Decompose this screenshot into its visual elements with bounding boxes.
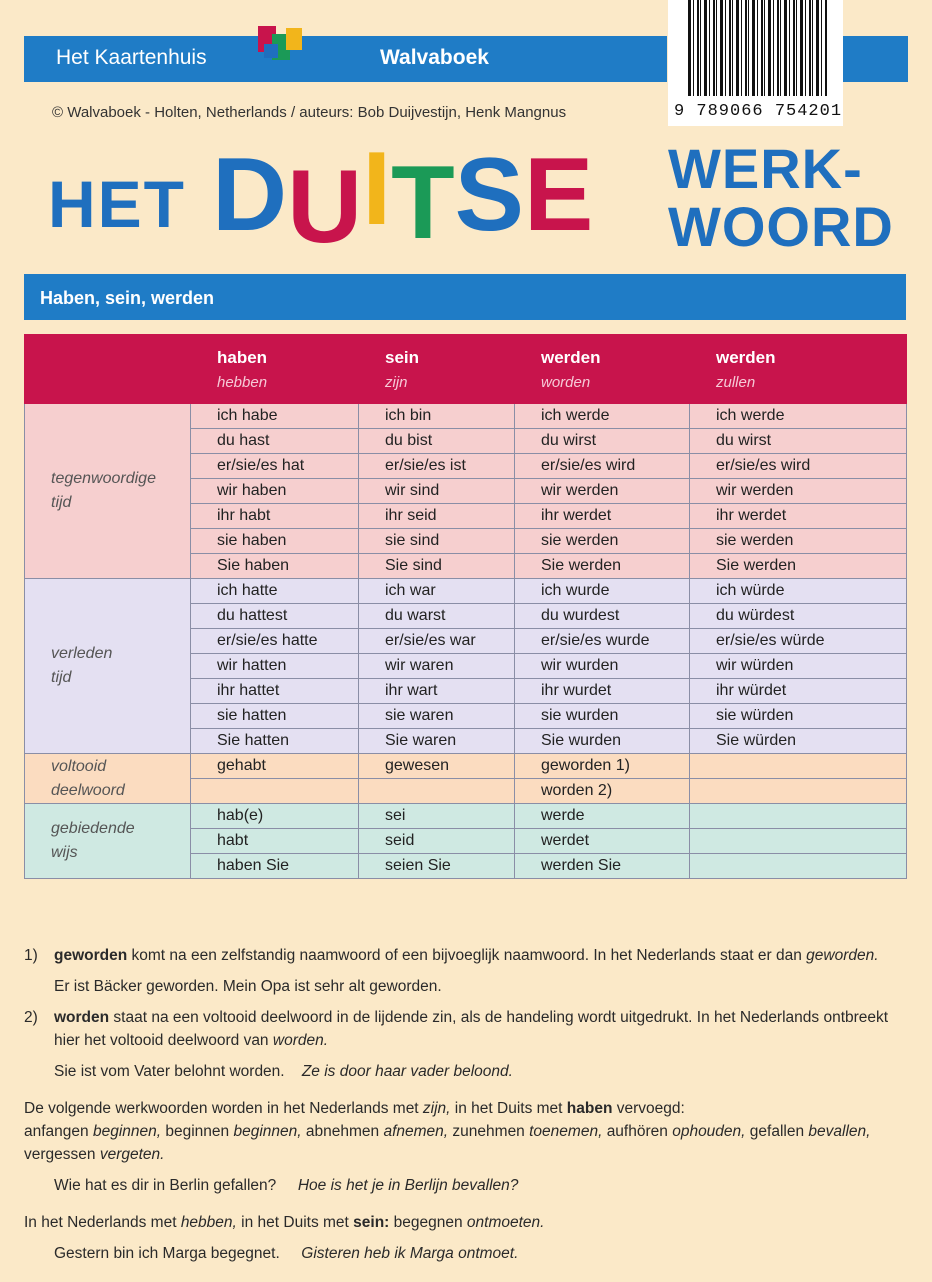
table-cell: er/sie/es wird	[690, 454, 907, 479]
table-cell: seid	[359, 829, 515, 854]
barcode-bars-icon	[688, 0, 828, 96]
table-cell: ihr werdet	[690, 504, 907, 529]
table-cell: ich würde	[690, 579, 907, 604]
para-text: begegnen	[389, 1214, 467, 1231]
table-cell	[690, 804, 907, 829]
para-text: in het Duits met	[236, 1214, 354, 1231]
barcode	[668, 0, 843, 126]
section-title: Haben, sein, werden	[40, 288, 215, 308]
para-italic: hebben,	[180, 1214, 237, 1231]
note-2	[24, 1006, 908, 1052]
table-cell: du hattest	[191, 604, 359, 629]
column-verb: werden	[541, 347, 601, 367]
note-keyword: geworden	[54, 947, 128, 964]
note-text: staat na een voltooid deelwoord in de lijdende zin, als de handeling wordt uitgedrukt. In het Nederlands ontbreekt hier het voltooid deelwoord van	[54, 1009, 889, 1049]
group-label-line: tijd	[51, 494, 72, 511]
title-letter: S	[454, 137, 525, 253]
table-row	[25, 754, 907, 779]
table-cell: haben Sie	[191, 854, 359, 879]
table-cell: seien Sie	[359, 854, 515, 879]
table-cell: worden 2)	[515, 779, 690, 804]
column-header	[359, 335, 515, 404]
verb-dutch: ophouden,	[672, 1123, 746, 1140]
table-cell: gewesen	[359, 754, 515, 779]
table-cell: Sie wurden	[515, 729, 690, 754]
table-cell: Sie werden	[515, 554, 690, 579]
group-label-line: voltooid	[51, 757, 107, 775]
column-header	[515, 335, 690, 404]
note-2-example	[24, 1060, 908, 1083]
table-cell: du bist	[359, 429, 515, 454]
table-cell	[690, 779, 907, 804]
table-cell: wir haben	[191, 479, 359, 504]
table-cell: sie werden	[515, 529, 690, 554]
table-cell	[690, 829, 907, 854]
table-cell: Sie hatten	[191, 729, 359, 754]
table-cell: wir hatten	[191, 654, 359, 679]
note-1	[24, 944, 908, 967]
para-bold: sein:	[353, 1214, 390, 1231]
table-cell	[690, 854, 907, 879]
table-cell: ich hatte	[191, 579, 359, 604]
table-cell: ihr habt	[191, 504, 359, 529]
verb-german: zunehmen	[452, 1123, 525, 1140]
group-label-line: verleden	[51, 645, 113, 662]
table-cell: du wurdest	[515, 604, 690, 629]
table-cell: ich war	[359, 579, 515, 604]
table-cell: er/sie/es wurde	[515, 629, 690, 654]
verb-german: vergessen	[24, 1146, 96, 1163]
title-letter: D	[212, 137, 288, 253]
note-number: 1)	[24, 947, 38, 964]
table-cell: ihr würdet	[690, 679, 907, 704]
column-translation: hebben	[217, 373, 268, 391]
header-bar-right	[843, 36, 908, 82]
table-cell: sie würden	[690, 704, 907, 729]
table-cell: ihr seid	[359, 504, 515, 529]
table-cell: ich bin	[359, 404, 515, 429]
verb-list	[24, 1123, 870, 1163]
example-dutch: Hoe is het je in Berlijn bevallen?	[297, 1177, 519, 1194]
table-cell: Sie waren	[359, 729, 515, 754]
verb-dutch: beginnen,	[92, 1123, 162, 1140]
title-letter: U	[287, 149, 363, 265]
table-cell: werdet	[515, 829, 690, 854]
note-keyword: worden	[54, 1009, 110, 1026]
table-cell: du hast	[191, 429, 359, 454]
paragraph-haben-example	[24, 1174, 908, 1197]
table-cell: Sie haben	[191, 554, 359, 579]
example-german: Gestern bin ich Marga begegnet.	[54, 1245, 280, 1262]
table-cell: er/sie/es wird	[515, 454, 690, 479]
title-het: HET	[48, 167, 186, 241]
table-cell: sie wurden	[515, 704, 690, 729]
para-italic: ontmoeten.	[466, 1214, 545, 1231]
example-dutch: Gisteren heb ik Marga ontmoet.	[301, 1245, 519, 1262]
title-letter: E	[524, 137, 594, 253]
credits-line: © Walvaboek - Holten, Netherlands / auteurs: Bob Duijvestijn, Henk Mangnus	[52, 104, 567, 121]
table-cell: er/sie/es war	[359, 629, 515, 654]
table-cell: er/sie/es würde	[690, 629, 907, 654]
series-name: Walvaboek	[380, 46, 489, 69]
column-header	[191, 335, 359, 404]
header-corner	[25, 335, 191, 404]
table-cell: sie werden	[690, 529, 907, 554]
group-label-line: gebiedende	[51, 820, 135, 837]
para-text: vervoegd:	[612, 1100, 685, 1117]
paragraph-sein-example	[24, 1242, 908, 1265]
isbn-number: 9 789066 754201	[674, 102, 843, 121]
table-cell: Sie würden	[690, 729, 907, 754]
table-cell: wir waren	[359, 654, 515, 679]
table-cell: geworden 1)	[515, 754, 690, 779]
group-label-line: deelwoord	[51, 781, 125, 799]
verb-dutch: toenemen,	[529, 1123, 603, 1140]
table-cell: ihr hattet	[191, 679, 359, 704]
verb-dutch: beginnen,	[233, 1123, 302, 1140]
verb-dutch: vergeten.	[99, 1146, 165, 1163]
table-cell: Sie sind	[359, 554, 515, 579]
row-group-label	[25, 804, 191, 879]
example-german: Sie ist vom Vater belohnt worden.	[54, 1063, 285, 1080]
note-1-example: Er ist Bäcker geworden. Mein Opa ist sehr alt geworden.	[54, 978, 442, 995]
title-letter: T	[391, 145, 455, 261]
group-label-line: tegenwoordige	[51, 470, 156, 487]
table-cell: ich habe	[191, 404, 359, 429]
table-header-row	[25, 335, 907, 404]
title-letter: I	[362, 131, 392, 247]
table-cell: du warst	[359, 604, 515, 629]
group-label-line: tijd	[51, 669, 72, 686]
table-cell: er/sie/es hatte	[191, 629, 359, 654]
table-cell: sie sind	[359, 529, 515, 554]
example-dutch: Ze is door haar vader beloond.	[301, 1063, 513, 1080]
table-cell: werde	[515, 804, 690, 829]
title-duitse	[212, 131, 594, 265]
paragraph-sein	[24, 1211, 908, 1234]
table-cell: du würdest	[690, 604, 907, 629]
note-number: 2)	[24, 1009, 38, 1026]
group-label-line: wijs	[51, 844, 78, 861]
table-cell: hab(e)	[191, 804, 359, 829]
paragraph-haben	[24, 1097, 908, 1166]
table-cell: sie hatten	[191, 704, 359, 729]
table-row	[25, 404, 907, 429]
table-cell: Sie werden	[690, 554, 907, 579]
table-cell: habt	[191, 829, 359, 854]
table-cell: du wirst	[515, 429, 690, 454]
example-german: Wie hat es dir in Berlin gefallen?	[54, 1177, 277, 1194]
table-cell: gehabt	[191, 754, 359, 779]
note-italic: geworden.	[806, 947, 879, 964]
table-cell: wir werden	[515, 479, 690, 504]
table-cell: ihr werdet	[515, 504, 690, 529]
column-verb: werden	[716, 347, 776, 367]
table-cell: er/sie/es hat	[191, 454, 359, 479]
section-bar	[24, 274, 906, 320]
table-cell: sie waren	[359, 704, 515, 729]
column-translation: worden	[541, 373, 591, 391]
table-cell: er/sie/es ist	[359, 454, 515, 479]
verb-german: beginnen	[165, 1123, 230, 1140]
title-werkwoord	[668, 137, 894, 258]
para-bold: haben	[566, 1100, 613, 1117]
column-header	[690, 335, 907, 404]
verb-dutch: bevallen,	[808, 1123, 871, 1140]
table-cell: ich wurde	[515, 579, 690, 604]
column-verb: sein	[385, 347, 420, 367]
header-bar	[24, 36, 667, 82]
table-cell: sei	[359, 804, 515, 829]
table-row	[25, 804, 907, 829]
table-cell: du wirst	[690, 429, 907, 454]
table-cell: sie haben	[191, 529, 359, 554]
table-cell: ich werde	[515, 404, 690, 429]
publisher-name: Het Kaartenhuis	[56, 46, 207, 69]
para-text: In het Nederlands met	[24, 1214, 181, 1231]
table-cell: wir sind	[359, 479, 515, 504]
column-translation: zijn	[385, 373, 408, 391]
table-cell: ich werde	[690, 404, 907, 429]
row-group-label	[25, 404, 191, 579]
notes	[24, 944, 908, 1265]
row-group-label	[25, 579, 191, 754]
column-verb: haben	[217, 347, 268, 367]
table-row	[25, 579, 907, 604]
table-cell	[359, 779, 515, 804]
title-werk: WERK-	[668, 137, 863, 200]
table-cell	[191, 779, 359, 804]
table-cell: wir würden	[690, 654, 907, 679]
title-woord: WOORD	[668, 195, 894, 258]
table-cell: ihr wart	[359, 679, 515, 704]
para-text: in het Duits met	[450, 1100, 567, 1117]
verb-dutch: afnemen,	[383, 1123, 449, 1140]
table-cell: ihr wurdet	[515, 679, 690, 704]
verb-german: aufhören	[606, 1123, 668, 1140]
verb-german: gefallen	[749, 1123, 805, 1140]
table-cell	[690, 754, 907, 779]
table-cell: wir wurden	[515, 654, 690, 679]
note-italic: worden.	[272, 1032, 329, 1049]
verb-german: abnehmen	[305, 1123, 380, 1140]
table-cell: werden Sie	[515, 854, 690, 879]
note-text: komt na een zelfstandig naamwoord of een bijvoeglijk naamwoord. In het Nederlands staat er dan	[127, 947, 807, 964]
conjugation-table	[24, 334, 907, 879]
publisher-logo-icon	[258, 26, 306, 74]
verb-german: anfangen	[24, 1123, 89, 1140]
para-text: De volgende werkwoorden worden in het Nederlands met	[24, 1100, 423, 1117]
para-italic: zijn,	[422, 1100, 451, 1117]
table-cell: wir werden	[690, 479, 907, 504]
column-translation: zullen	[716, 373, 756, 391]
row-group-label	[25, 754, 191, 804]
